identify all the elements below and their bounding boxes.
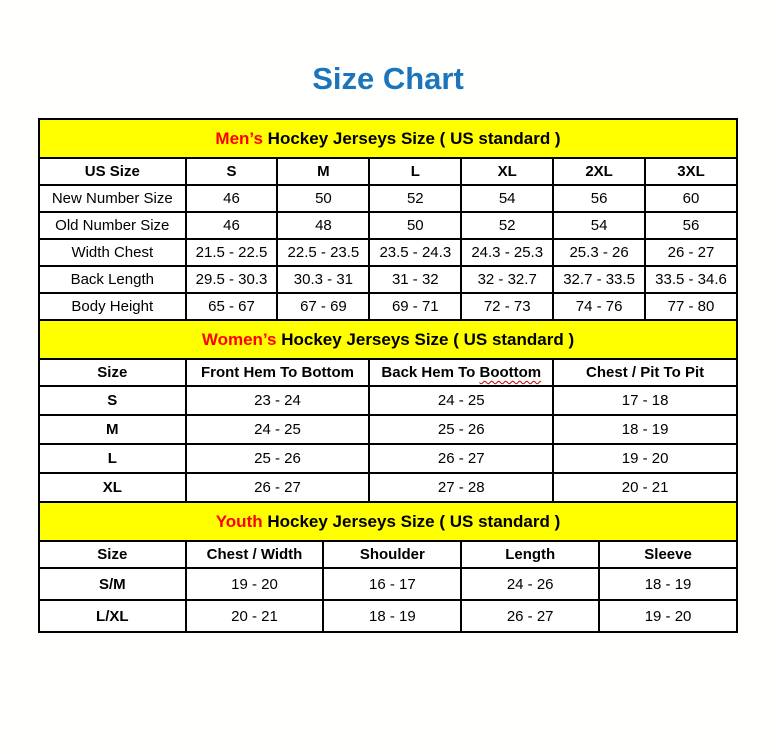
column-header: L — [369, 158, 461, 185]
section-banner-text: Hockey Jerseys Size ( US standard ) — [262, 511, 561, 531]
table-row — [39, 185, 737, 212]
cell: 26 - 27 — [461, 600, 599, 632]
section-banner-text: Hockey Jerseys Size ( US standard ) — [276, 329, 575, 349]
row-label: L/XL — [39, 600, 186, 632]
cell: 65 - 67 — [186, 293, 278, 320]
cell: 54 — [461, 185, 553, 212]
cell: 32.7 - 33.5 — [553, 266, 645, 293]
size-chart-page — [38, 62, 738, 633]
column-header: Chest / Width — [186, 541, 324, 568]
size-table-mens — [38, 118, 738, 321]
cell: 26 - 27 — [369, 444, 553, 473]
section-banner-womens — [39, 320, 737, 359]
cell: 19 - 20 — [186, 568, 324, 600]
row-label: XL — [39, 473, 186, 502]
page-title: Size Chart — [312, 61, 464, 96]
row-label: Back Length — [39, 266, 186, 293]
column-header: Sleeve — [599, 541, 737, 568]
column-header-row — [39, 158, 737, 185]
section-banner-mens — [39, 119, 737, 158]
cell: 16 - 17 — [323, 568, 461, 600]
cell: 46 — [186, 185, 278, 212]
cell: 17 - 18 — [553, 386, 737, 415]
cell: 56 — [553, 185, 645, 212]
column-header: 3XL — [645, 158, 737, 185]
cell: 77 - 80 — [645, 293, 737, 320]
table-row — [39, 239, 737, 266]
cell: 69 - 71 — [369, 293, 461, 320]
cell: 24 - 26 — [461, 568, 599, 600]
column-header: Length — [461, 541, 599, 568]
cell: 26 - 27 — [645, 239, 737, 266]
column-header: Front Hem To Bottom — [186, 359, 370, 386]
section-banner-highlight: Men’s — [215, 128, 263, 148]
cell: 23.5 - 24.3 — [369, 239, 461, 266]
cell: 23 - 24 — [186, 386, 370, 415]
cell: 18 - 19 — [553, 415, 737, 444]
section-banner-youth — [39, 502, 737, 541]
cell: 33.5 - 34.6 — [645, 266, 737, 293]
column-header: 2XL — [553, 158, 645, 185]
table-row — [39, 444, 737, 473]
cell: 29.5 - 30.3 — [186, 266, 278, 293]
size-chart-tables — [38, 118, 738, 633]
column-header: S — [186, 158, 278, 185]
section-banner-text: Hockey Jerseys Size ( US standard ) — [262, 128, 561, 148]
column-header-row — [39, 359, 737, 386]
cell: 54 — [553, 212, 645, 239]
row-label: Width Chest — [39, 239, 186, 266]
row-label: S — [39, 386, 186, 415]
table-row — [39, 266, 737, 293]
section-banner-row — [39, 119, 737, 158]
cell: 52 — [369, 185, 461, 212]
cell: 18 - 19 — [599, 568, 737, 600]
column-header: Chest / Pit To Pit — [553, 359, 737, 386]
column-header: XL — [461, 158, 553, 185]
cell: 30.3 - 31 — [277, 266, 369, 293]
cell: 25 - 26 — [186, 444, 370, 473]
row-label: Body Height — [39, 293, 186, 320]
cell: 67 - 69 — [277, 293, 369, 320]
cell: 56 — [645, 212, 737, 239]
cell: 31 - 32 — [369, 266, 461, 293]
section-banner-highlight: Women’s — [201, 329, 277, 349]
cell: 24.3 - 25.3 — [461, 239, 553, 266]
table-row — [39, 415, 737, 444]
column-header: Size — [39, 359, 186, 386]
column-header: Size — [39, 541, 186, 568]
row-label: New Number Size — [39, 185, 186, 212]
row-label: S/M — [39, 568, 186, 600]
cell: 19 - 20 — [553, 444, 737, 473]
table-row — [39, 386, 737, 415]
cell: 24 - 25 — [369, 386, 553, 415]
section-banner-row — [39, 502, 737, 541]
cell: 46 — [186, 212, 278, 239]
table-row — [39, 600, 737, 632]
misspelled-word: Boottom — [479, 364, 542, 382]
cell: 21.5 - 22.5 — [186, 239, 278, 266]
table-row — [39, 568, 737, 600]
cell: 22.5 - 23.5 — [277, 239, 369, 266]
row-label: Old Number Size — [39, 212, 186, 239]
cell: 48 — [277, 212, 369, 239]
cell: 19 - 20 — [599, 600, 737, 632]
cell: 52 — [461, 212, 553, 239]
section-banner-highlight: Youth — [215, 511, 263, 531]
cell: 25 - 26 — [369, 415, 553, 444]
cell: 20 - 21 — [186, 600, 324, 632]
size-table-youth — [38, 501, 738, 633]
cell: 26 - 27 — [186, 473, 370, 502]
column-header: US Size — [39, 158, 186, 185]
row-label: M — [39, 415, 186, 444]
cell: 60 — [645, 185, 737, 212]
cell: 32 - 32.7 — [461, 266, 553, 293]
cell: 74 - 76 — [553, 293, 645, 320]
row-label: L — [39, 444, 186, 473]
size-table-womens — [38, 319, 738, 503]
cell: 20 - 21 — [553, 473, 737, 502]
cell: 72 - 73 — [461, 293, 553, 320]
cell: 25.3 - 26 — [553, 239, 645, 266]
cell: 50 — [277, 185, 369, 212]
table-row — [39, 212, 737, 239]
cell: 24 - 25 — [186, 415, 370, 444]
column-header: Back Hem To Boottom — [369, 359, 553, 386]
table-row — [39, 293, 737, 320]
cell: 18 - 19 — [323, 600, 461, 632]
cell: 27 - 28 — [369, 473, 553, 502]
column-header: M — [277, 158, 369, 185]
table-row — [39, 473, 737, 502]
column-header: Shoulder — [323, 541, 461, 568]
section-banner-row — [39, 320, 737, 359]
cell: 50 — [369, 212, 461, 239]
column-header-row — [39, 541, 737, 568]
